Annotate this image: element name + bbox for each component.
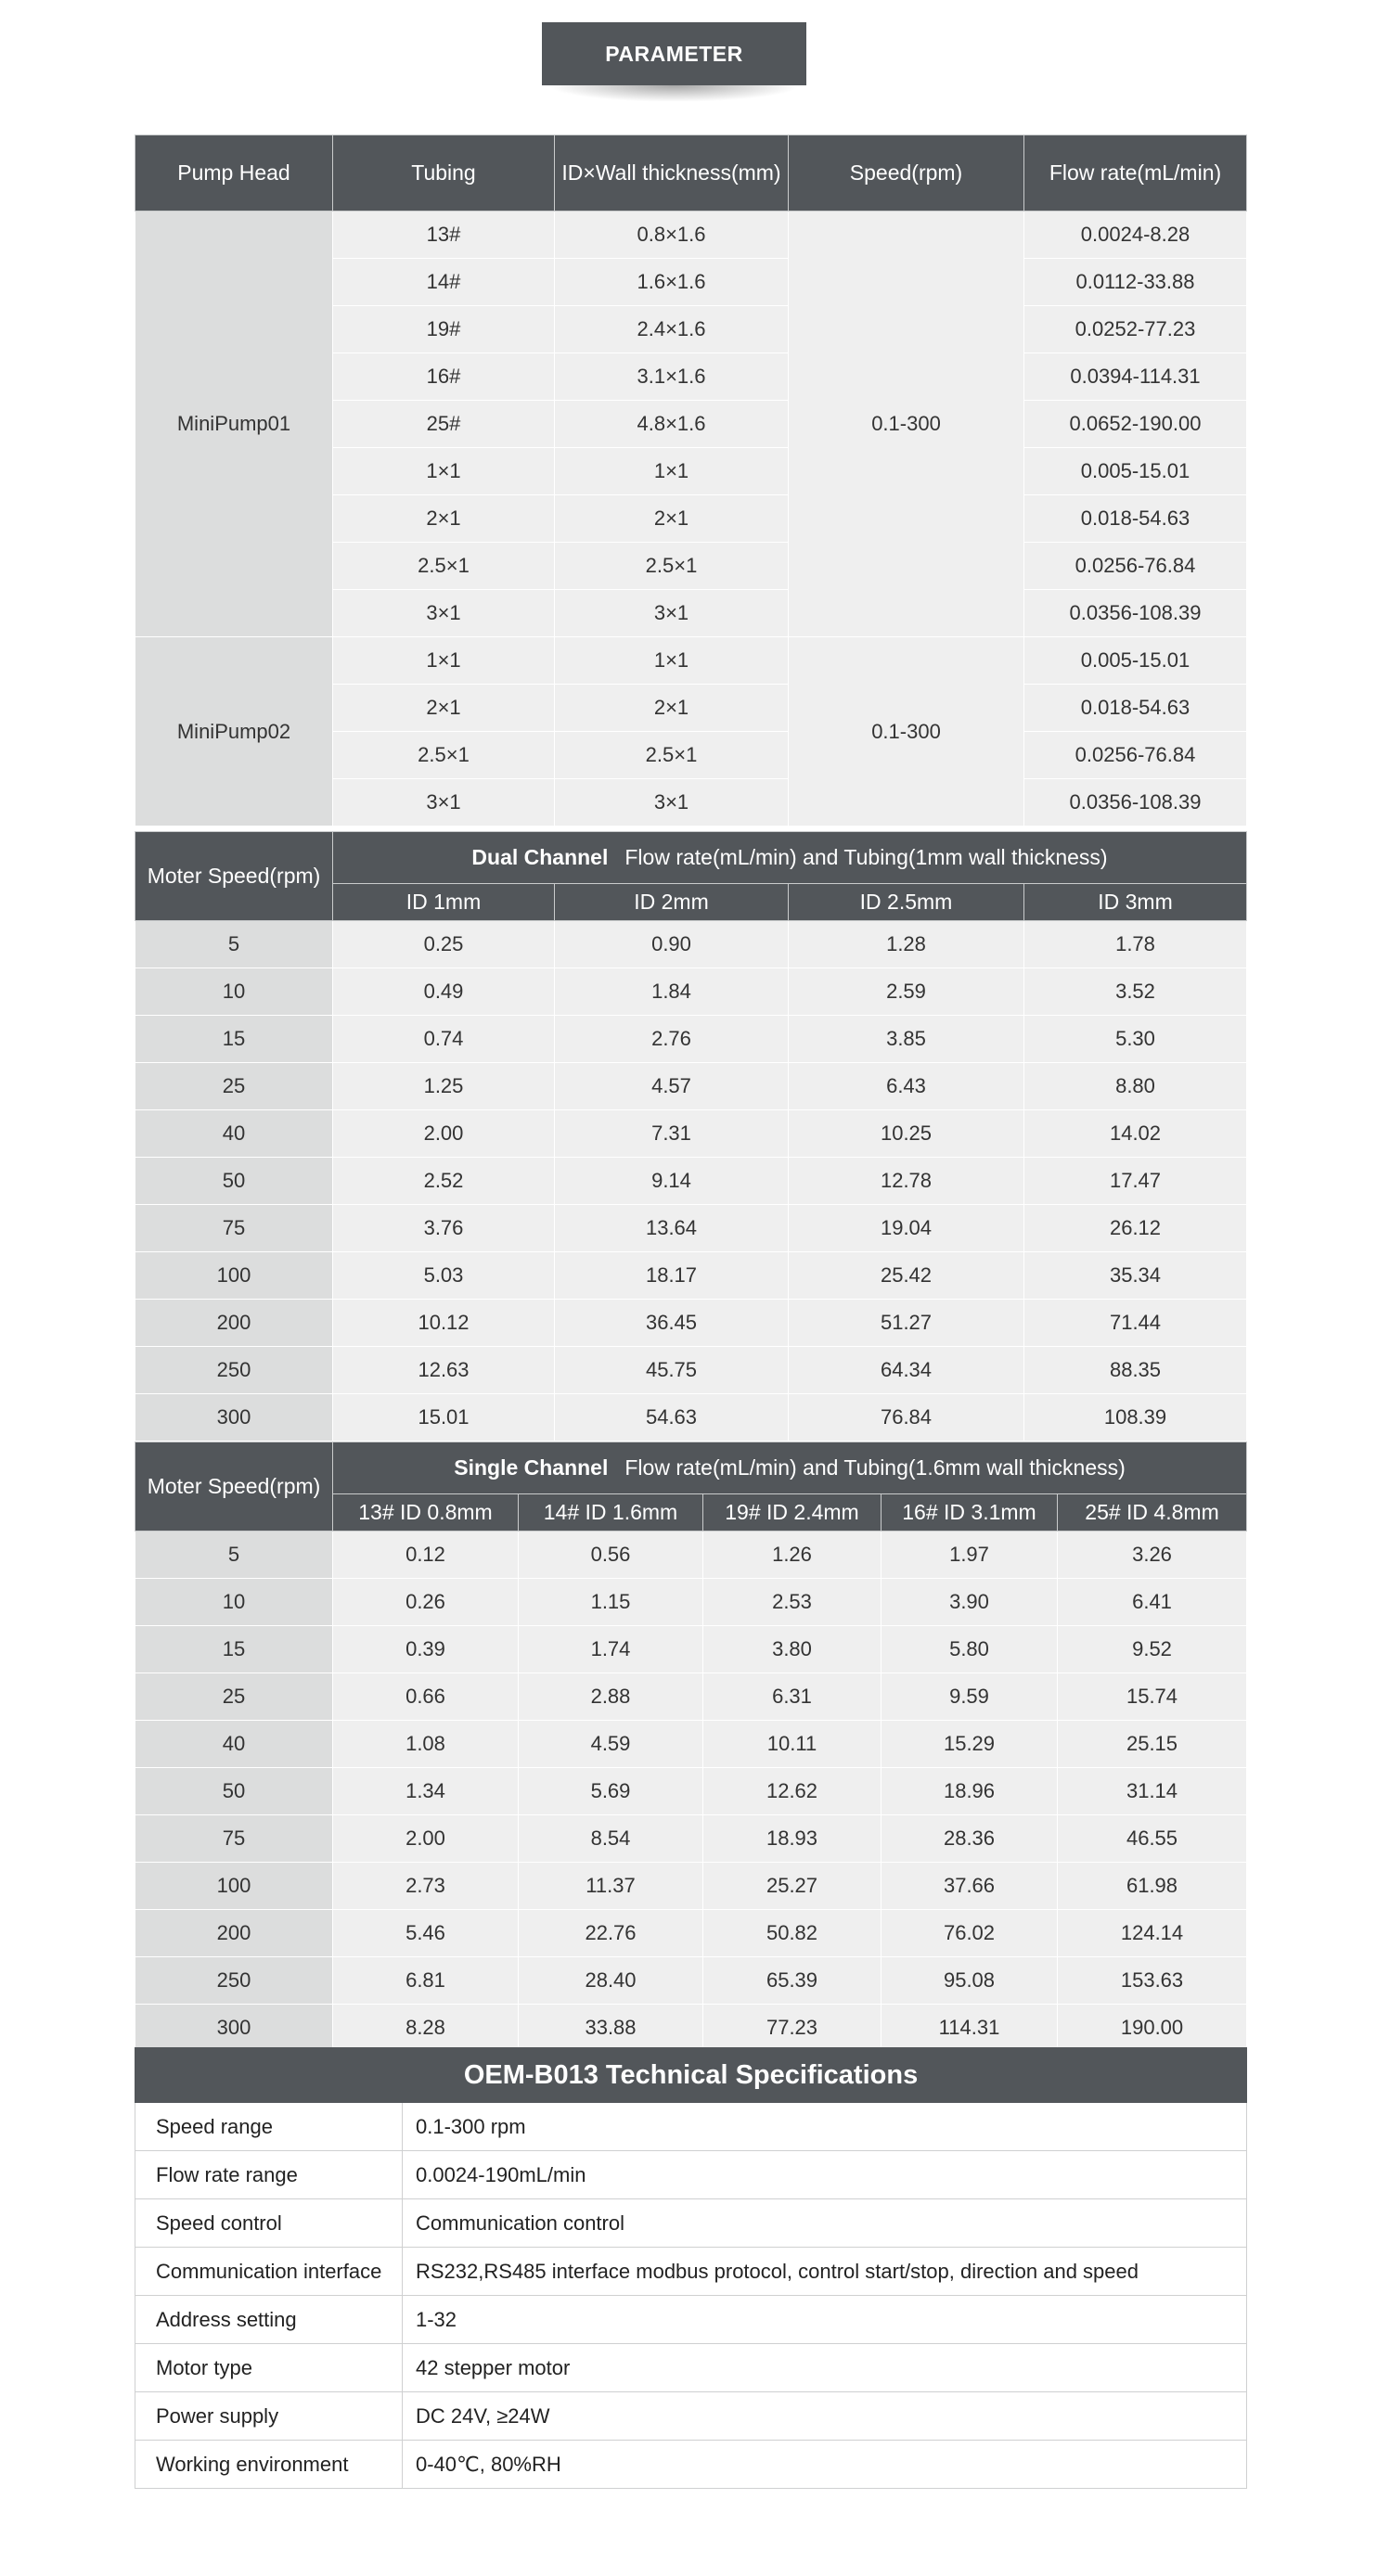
flow-rate-cell: 0.018-54.63 — [1024, 685, 1247, 732]
spec-value: 0.0024-190mL/min — [403, 2151, 1247, 2199]
flow-value-cell: 9.14 — [555, 1158, 789, 1205]
parameter-badge-label: PARAMETER — [605, 41, 743, 66]
speed-cell: 75 — [135, 1205, 333, 1252]
flow-value-cell: 25.15 — [1058, 1721, 1247, 1768]
dual-col-header: ID 2mm — [555, 884, 789, 921]
flow-value-cell: 0.56 — [519, 1532, 703, 1579]
flow-value-cell: 190.00 — [1058, 2005, 1247, 2052]
table-row — [135, 1768, 1247, 1815]
tubing-cell: 14# — [333, 259, 555, 306]
flow-value-cell: 153.63 — [1058, 1957, 1247, 2005]
flow-value-cell: 5.30 — [1024, 1016, 1247, 1063]
id-wall-cell: 4.8×1.6 — [555, 401, 789, 448]
spec-key: Address setting — [135, 2296, 403, 2344]
flow-value-cell: 37.66 — [882, 1863, 1058, 1910]
dual-channel-table — [135, 831, 1247, 1442]
tubing-cell: 2.5×1 — [333, 543, 555, 590]
table-row — [135, 2005, 1247, 2052]
tubing-cell: 2×1 — [333, 495, 555, 543]
table-row — [135, 1252, 1247, 1300]
speed-cell: 25 — [135, 1063, 333, 1110]
id-wall-cell: 2.5×1 — [555, 732, 789, 779]
flow-rate-cell: 0.018-54.63 — [1024, 495, 1247, 543]
flow-value-cell: 10.11 — [703, 1721, 882, 1768]
dual-channel-title-row — [135, 832, 1247, 884]
flow-value-cell: 108.39 — [1024, 1394, 1247, 1442]
header-pump-head: Pump Head — [135, 135, 333, 211]
id-wall-cell: 1×1 — [555, 448, 789, 495]
flow-value-cell: 1.28 — [789, 921, 1024, 968]
flow-value-cell: 11.37 — [519, 1863, 703, 1910]
dual-channel-title-bold: Dual Channel — [471, 845, 609, 869]
flow-value-cell: 31.14 — [1058, 1768, 1247, 1815]
flow-value-cell: 5.69 — [519, 1768, 703, 1815]
spec-key: Speed control — [135, 2199, 403, 2248]
flow-value-cell: 28.40 — [519, 1957, 703, 2005]
flow-rate-cell: 0.0256-76.84 — [1024, 543, 1247, 590]
flow-value-cell: 0.66 — [333, 1673, 519, 1721]
table-row — [135, 1815, 1247, 1863]
table-row — [135, 1158, 1247, 1205]
spec-value: DC 24V, ≥24W — [403, 2392, 1247, 2441]
id-wall-cell: 2.4×1.6 — [555, 306, 789, 353]
flow-value-cell: 10.25 — [789, 1110, 1024, 1158]
speed-cell: 10 — [135, 1579, 333, 1626]
speed-cell: 250 — [135, 1957, 333, 2005]
speed-cell: 25 — [135, 1673, 333, 1721]
flow-value-cell: 3.85 — [789, 1016, 1024, 1063]
tubing-cell: 3×1 — [333, 590, 555, 637]
id-wall-cell: 0.8×1.6 — [555, 211, 789, 259]
flow-value-cell: 2.73 — [333, 1863, 519, 1910]
header-flow-rate: Flow rate(mL/min) — [1024, 135, 1247, 211]
table-row — [135, 637, 1247, 685]
flow-value-cell: 3.52 — [1024, 968, 1247, 1016]
spec-key: Communication interface — [135, 2248, 403, 2296]
flow-value-cell: 2.00 — [333, 1110, 555, 1158]
flow-value-cell: 35.34 — [1024, 1252, 1247, 1300]
flow-value-cell: 1.26 — [703, 1532, 882, 1579]
flow-value-cell: 26.12 — [1024, 1205, 1247, 1252]
spec-value: 42 stepper motor — [403, 2344, 1247, 2392]
tubing-cell: 2.5×1 — [333, 732, 555, 779]
flow-value-cell: 88.35 — [1024, 1347, 1247, 1394]
flow-value-cell: 4.59 — [519, 1721, 703, 1768]
flow-value-cell: 76.84 — [789, 1394, 1024, 1442]
single-col-header: 16# ID 3.1mm — [882, 1494, 1058, 1532]
table-row — [135, 1957, 1247, 2005]
single-channel-title — [333, 1442, 1247, 1494]
flow-value-cell: 3.26 — [1058, 1532, 1247, 1579]
flow-value-cell: 6.43 — [789, 1063, 1024, 1110]
table-row — [135, 1063, 1247, 1110]
flow-value-cell: 3.80 — [703, 1626, 882, 1673]
dual-speed-label: Moter Speed(rpm) — [135, 832, 333, 921]
flow-rate-cell: 0.0256-76.84 — [1024, 732, 1247, 779]
id-wall-cell: 3×1 — [555, 590, 789, 637]
flow-rate-cell: 0.0252-77.23 — [1024, 306, 1247, 353]
single-col-header: 13# ID 0.8mm — [333, 1494, 519, 1532]
id-wall-cell: 1×1 — [555, 637, 789, 685]
flow-value-cell: 0.74 — [333, 1016, 555, 1063]
spec-key: Flow rate range — [135, 2151, 403, 2199]
dual-channel-title — [333, 832, 1247, 884]
table-row — [135, 1863, 1247, 1910]
spec-row — [135, 2103, 1247, 2151]
flow-rate-cell: 0.0356-108.39 — [1024, 779, 1247, 827]
flow-value-cell: 2.52 — [333, 1158, 555, 1205]
id-wall-cell: 3×1 — [555, 779, 789, 827]
dual-channel-title-rest: Flow rate(mL/min) and Tubing(1mm wall thickness) — [624, 845, 1108, 869]
dual-col-header: ID 1mm — [333, 884, 555, 921]
flow-value-cell: 15.01 — [333, 1394, 555, 1442]
flow-value-cell: 1.84 — [555, 968, 789, 1016]
id-wall-cell: 1.6×1.6 — [555, 259, 789, 306]
technical-specifications-table — [135, 2047, 1247, 2489]
spec-value: 0.1-300 rpm — [403, 2103, 1247, 2151]
flow-value-cell: 61.98 — [1058, 1863, 1247, 1910]
single-channel-title-rest: Flow rate(mL/min) and Tubing(1.6mm wall thickness) — [624, 1455, 1126, 1480]
single-speed-label: Moter Speed(rpm) — [135, 1442, 333, 1532]
flow-value-cell: 9.59 — [882, 1673, 1058, 1721]
table-row — [135, 968, 1247, 1016]
table-row — [135, 1110, 1247, 1158]
flow-value-cell: 12.62 — [703, 1768, 882, 1815]
flow-value-cell: 2.53 — [703, 1579, 882, 1626]
flow-value-cell: 10.12 — [333, 1300, 555, 1347]
speed-cell: 200 — [135, 1910, 333, 1957]
flow-value-cell: 5.80 — [882, 1626, 1058, 1673]
flow-value-cell: 2.76 — [555, 1016, 789, 1063]
tubing-cell: 1×1 — [333, 637, 555, 685]
header-id-wall: ID×Wall thickness(mm) — [555, 135, 789, 211]
pump-head-table — [135, 135, 1247, 827]
table-row — [135, 1910, 1247, 1957]
single-channel-table — [135, 1442, 1247, 2052]
flow-value-cell: 1.97 — [882, 1532, 1058, 1579]
tubing-cell: 19# — [333, 306, 555, 353]
speed-cell: 15 — [135, 1016, 333, 1063]
table-row — [135, 1626, 1247, 1673]
flow-value-cell: 25.27 — [703, 1863, 882, 1910]
flow-value-cell: 18.17 — [555, 1252, 789, 1300]
flow-value-cell: 0.39 — [333, 1626, 519, 1673]
flow-value-cell: 5.46 — [333, 1910, 519, 1957]
pump-head-name: MiniPump02 — [135, 637, 333, 827]
table-row — [135, 1579, 1247, 1626]
flow-value-cell: 71.44 — [1024, 1300, 1247, 1347]
spec-row — [135, 2248, 1247, 2296]
flow-value-cell: 18.93 — [703, 1815, 882, 1863]
speed-range-cell: 0.1-300 — [789, 211, 1024, 637]
flow-value-cell: 28.36 — [882, 1815, 1058, 1863]
flow-value-cell: 65.39 — [703, 1957, 882, 2005]
spec-row — [135, 2392, 1247, 2441]
flow-value-cell: 114.31 — [882, 2005, 1058, 2052]
id-wall-cell: 2×1 — [555, 685, 789, 732]
spec-value: 0-40℃, 80%RH — [403, 2441, 1247, 2489]
flow-value-cell: 1.25 — [333, 1063, 555, 1110]
table-row — [135, 921, 1247, 968]
spec-value: 1-32 — [403, 2296, 1247, 2344]
flow-value-cell: 36.45 — [555, 1300, 789, 1347]
spec-key: Working environment — [135, 2441, 403, 2489]
speed-cell: 200 — [135, 1300, 333, 1347]
table-row — [135, 1205, 1247, 1252]
flow-value-cell: 54.63 — [555, 1394, 789, 1442]
speed-cell: 100 — [135, 1252, 333, 1300]
flow-value-cell: 13.64 — [555, 1205, 789, 1252]
spec-key: Speed range — [135, 2103, 403, 2151]
flow-value-cell: 95.08 — [882, 1957, 1058, 2005]
single-col-header: 25# ID 4.8mm — [1058, 1494, 1247, 1532]
flow-value-cell: 0.49 — [333, 968, 555, 1016]
flow-value-cell: 64.34 — [789, 1347, 1024, 1394]
speed-cell: 300 — [135, 1394, 333, 1442]
speed-range-cell: 0.1-300 — [789, 637, 1024, 827]
speed-cell: 100 — [135, 1863, 333, 1910]
flow-value-cell: 0.90 — [555, 921, 789, 968]
header-speed: Speed(rpm) — [789, 135, 1024, 211]
speed-cell: 40 — [135, 1721, 333, 1768]
tubing-cell: 25# — [333, 401, 555, 448]
flow-value-cell: 6.81 — [333, 1957, 519, 2005]
speed-cell: 15 — [135, 1626, 333, 1673]
table-row — [135, 1347, 1247, 1394]
table-row — [135, 211, 1247, 259]
speed-cell: 5 — [135, 921, 333, 968]
spec-row — [135, 2199, 1247, 2248]
speed-cell: 250 — [135, 1347, 333, 1394]
pump-head-table-header — [135, 135, 1247, 211]
flow-value-cell: 46.55 — [1058, 1815, 1247, 1863]
flow-value-cell: 14.02 — [1024, 1110, 1247, 1158]
tubing-cell: 13# — [333, 211, 555, 259]
flow-value-cell: 25.42 — [789, 1252, 1024, 1300]
flow-value-cell: 3.90 — [882, 1579, 1058, 1626]
flow-value-cell: 1.34 — [333, 1768, 519, 1815]
table-row — [135, 1532, 1247, 1579]
flow-rate-cell: 0.0024-8.28 — [1024, 211, 1247, 259]
flow-value-cell: 0.12 — [333, 1532, 519, 1579]
flow-value-cell: 5.03 — [333, 1252, 555, 1300]
single-channel-title-bold: Single Channel — [454, 1455, 609, 1480]
id-wall-cell: 2×1 — [555, 495, 789, 543]
parameter-badge — [542, 22, 806, 85]
flow-value-cell: 0.26 — [333, 1579, 519, 1626]
flow-value-cell: 124.14 — [1058, 1910, 1247, 1957]
flow-value-cell: 12.78 — [789, 1158, 1024, 1205]
speed-cell: 10 — [135, 968, 333, 1016]
speed-cell: 40 — [135, 1110, 333, 1158]
flow-value-cell: 22.76 — [519, 1910, 703, 1957]
dual-col-header: ID 2.5mm — [789, 884, 1024, 921]
tubing-cell: 1×1 — [333, 448, 555, 495]
header-tubing: Tubing — [333, 135, 555, 211]
flow-value-cell: 7.31 — [555, 1110, 789, 1158]
spec-row — [135, 2344, 1247, 2392]
flow-rate-cell: 0.0652-190.00 — [1024, 401, 1247, 448]
speed-cell: 50 — [135, 1158, 333, 1205]
speed-cell: 300 — [135, 2005, 333, 2052]
table-row — [135, 1394, 1247, 1442]
spec-key: Motor type — [135, 2344, 403, 2392]
table-row — [135, 1016, 1247, 1063]
flow-value-cell: 3.76 — [333, 1205, 555, 1252]
flow-value-cell: 6.31 — [703, 1673, 882, 1721]
flow-value-cell: 77.23 — [703, 2005, 882, 2052]
flow-value-cell: 8.80 — [1024, 1063, 1247, 1110]
flow-value-cell: 15.74 — [1058, 1673, 1247, 1721]
flow-rate-cell: 0.0356-108.39 — [1024, 590, 1247, 637]
flow-value-cell: 4.57 — [555, 1063, 789, 1110]
spec-row — [135, 2441, 1247, 2489]
single-channel-title-row — [135, 1442, 1247, 1494]
flow-value-cell: 6.41 — [1058, 1579, 1247, 1626]
flow-value-cell: 18.96 — [882, 1768, 1058, 1815]
dual-col-header: ID 3mm — [1024, 884, 1247, 921]
speed-cell: 50 — [135, 1768, 333, 1815]
flow-value-cell: 0.25 — [333, 921, 555, 968]
id-wall-cell: 3.1×1.6 — [555, 353, 789, 401]
table-row — [135, 1721, 1247, 1768]
spec-row — [135, 2151, 1247, 2199]
tubing-cell: 2×1 — [333, 685, 555, 732]
id-wall-cell: 2.5×1 — [555, 543, 789, 590]
tubing-cell: 3×1 — [333, 779, 555, 827]
flow-value-cell: 2.00 — [333, 1815, 519, 1863]
parameter-badge-shadow — [547, 85, 801, 102]
flow-value-cell: 17.47 — [1024, 1158, 1247, 1205]
flow-rate-cell: 0.005-15.01 — [1024, 637, 1247, 685]
flow-value-cell: 1.78 — [1024, 921, 1247, 968]
table-row — [135, 1300, 1247, 1347]
flow-value-cell: 2.59 — [789, 968, 1024, 1016]
flow-value-cell: 50.82 — [703, 1910, 882, 1957]
flow-rate-cell: 0.0394-114.31 — [1024, 353, 1247, 401]
single-col-header: 19# ID 2.4mm — [703, 1494, 882, 1532]
flow-rate-cell: 0.0112-33.88 — [1024, 259, 1247, 306]
flow-value-cell: 1.74 — [519, 1626, 703, 1673]
speed-cell: 75 — [135, 1815, 333, 1863]
flow-value-cell: 51.27 — [789, 1300, 1024, 1347]
flow-value-cell: 15.29 — [882, 1721, 1058, 1768]
flow-value-cell: 45.75 — [555, 1347, 789, 1394]
flow-value-cell: 1.15 — [519, 1579, 703, 1626]
flow-value-cell: 8.28 — [333, 2005, 519, 2052]
flow-rate-cell: 0.005-15.01 — [1024, 448, 1247, 495]
flow-value-cell: 2.88 — [519, 1673, 703, 1721]
flow-value-cell: 76.02 — [882, 1910, 1058, 1957]
spec-value: RS232,RS485 interface modbus protocol, control start/stop, direction and speed — [403, 2248, 1247, 2296]
spec-title: OEM-B013 Technical Specifications — [135, 2048, 1247, 2103]
tubing-cell: 16# — [333, 353, 555, 401]
flow-value-cell: 19.04 — [789, 1205, 1024, 1252]
flow-value-cell: 1.08 — [333, 1721, 519, 1768]
flow-value-cell: 33.88 — [519, 2005, 703, 2052]
spec-key: Power supply — [135, 2392, 403, 2441]
flow-value-cell: 8.54 — [519, 1815, 703, 1863]
flow-value-cell: 12.63 — [333, 1347, 555, 1394]
spec-row — [135, 2296, 1247, 2344]
single-col-header: 14# ID 1.6mm — [519, 1494, 703, 1532]
pump-head-name: MiniPump01 — [135, 211, 333, 637]
flow-value-cell: 9.52 — [1058, 1626, 1247, 1673]
spec-value: Communication control — [403, 2199, 1247, 2248]
speed-cell: 5 — [135, 1532, 333, 1579]
table-row — [135, 1673, 1247, 1721]
